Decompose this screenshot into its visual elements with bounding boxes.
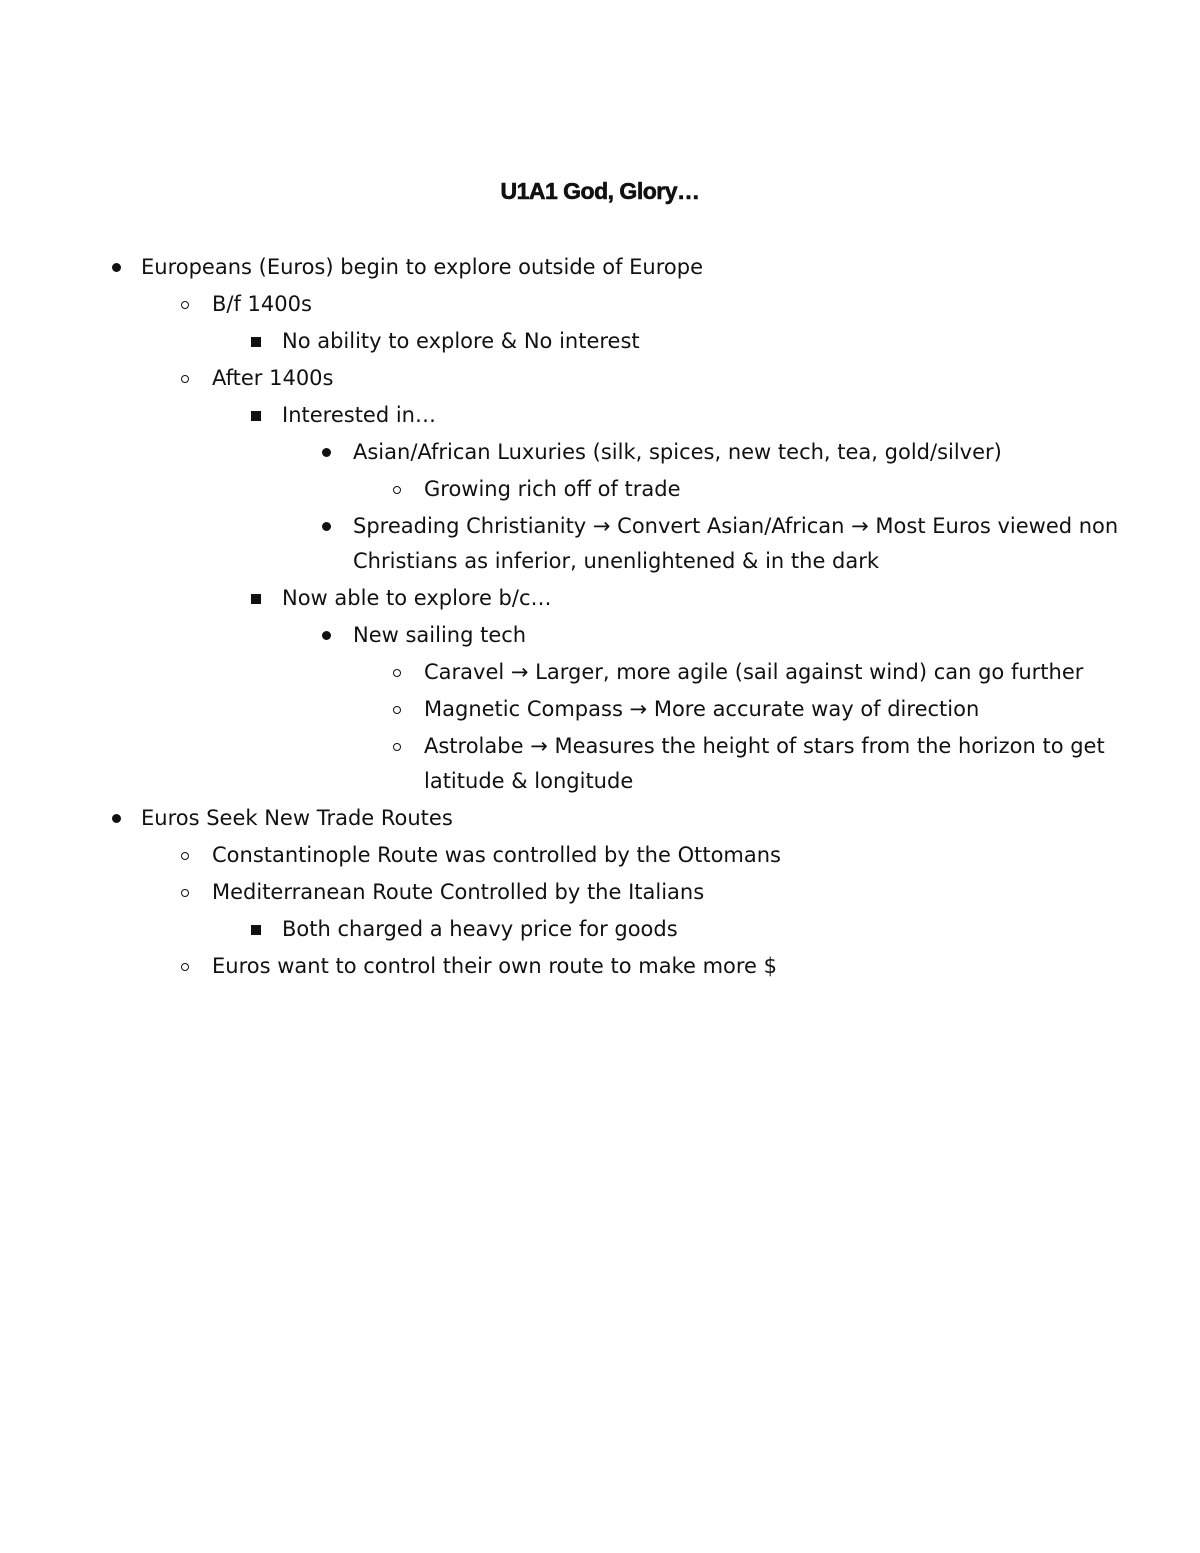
outline-item-text: Magnetic Compass → More accurate way of direction xyxy=(424,697,980,721)
outline-item-level-3 xyxy=(0,398,1142,433)
outline-item-level-5 xyxy=(0,655,1124,690)
hollow-bullet-icon xyxy=(175,875,195,910)
square-bullet-icon xyxy=(246,581,266,616)
hollow-bullet-icon xyxy=(175,838,195,873)
outline-item-text: Asian/African Luxuries (silk, spices, new tech, tea, gold/silver) xyxy=(353,440,1002,464)
outline-item-text: Both charged a heavy price for goods xyxy=(282,917,678,941)
filled-bullet-icon xyxy=(316,509,336,544)
outline-item-level-2 xyxy=(0,361,1142,396)
outline-item-level-1 xyxy=(0,801,1141,836)
outline-item-level-2 xyxy=(0,287,1142,322)
document-title: U1A1 God, Glory… xyxy=(500,178,700,204)
outline-item-level-5 xyxy=(0,729,1124,799)
filled-bullet-icon xyxy=(316,435,336,470)
filled-bullet-icon xyxy=(106,801,126,836)
outline-item-text: B/f 1400s xyxy=(212,292,312,316)
outline-item-level-3 xyxy=(0,324,1142,359)
outline-item-text: Interested in… xyxy=(282,403,436,427)
square-bullet-icon xyxy=(246,912,266,947)
hollow-bullet-icon xyxy=(387,655,407,690)
outline-item-text: Mediterranean Route Controlled by the Italians xyxy=(212,880,705,904)
outline-item-text: Euros want to control their own route to make more $ xyxy=(212,954,778,978)
outline-item-level-4 xyxy=(0,435,1123,470)
square-bullet-icon xyxy=(246,324,266,359)
outline-item-level-1 xyxy=(0,250,1141,285)
notes-outline xyxy=(0,250,1200,986)
outline-item-level-3 xyxy=(0,912,1142,947)
outline-item-text: Now able to explore b/c… xyxy=(282,586,552,610)
outline-item-level-5 xyxy=(0,692,1124,727)
outline-item-text: Spreading Christianity → Convert Asian/African → Most Euros viewed non Christians as inferior, unenlightened & in the dark xyxy=(353,514,1119,573)
hollow-bullet-icon xyxy=(175,287,195,322)
outline-item-text: Growing rich off of trade xyxy=(424,477,681,501)
hollow-bullet-icon xyxy=(175,949,195,984)
outline-item-level-3 xyxy=(0,581,1142,616)
outline-item-text: No ability to explore & No interest xyxy=(282,329,640,353)
outline-item-text: Constantinople Route was controlled by the Ottomans xyxy=(212,843,781,867)
outline-item-level-4 xyxy=(0,509,1123,579)
outline-item-text: After 1400s xyxy=(212,366,334,390)
outline-item-level-2 xyxy=(0,875,1142,910)
filled-bullet-icon xyxy=(316,618,336,653)
outline-item-level-5 xyxy=(0,472,1124,507)
outline-item-text: Caravel → Larger, more agile (sail against wind) can go further xyxy=(424,660,1084,684)
outline-item-text: Euros Seek New Trade Routes xyxy=(141,806,453,830)
outline-item-level-2 xyxy=(0,838,1142,873)
filled-bullet-icon xyxy=(106,250,126,285)
outline-item-level-4 xyxy=(0,618,1123,653)
hollow-bullet-icon xyxy=(175,361,195,396)
outline-item-level-2 xyxy=(0,949,1142,984)
outline-item-text: New sailing tech xyxy=(353,623,527,647)
hollow-bullet-icon xyxy=(387,729,407,764)
outline-item-text: Europeans (Euros) begin to explore outside of Europe xyxy=(141,255,704,279)
hollow-bullet-icon xyxy=(387,472,407,507)
hollow-bullet-icon xyxy=(387,692,407,727)
outline-item-text: Astrolabe → Measures the height of stars from the horizon to get latitude & longitude xyxy=(424,734,1105,793)
square-bullet-icon xyxy=(246,398,266,433)
